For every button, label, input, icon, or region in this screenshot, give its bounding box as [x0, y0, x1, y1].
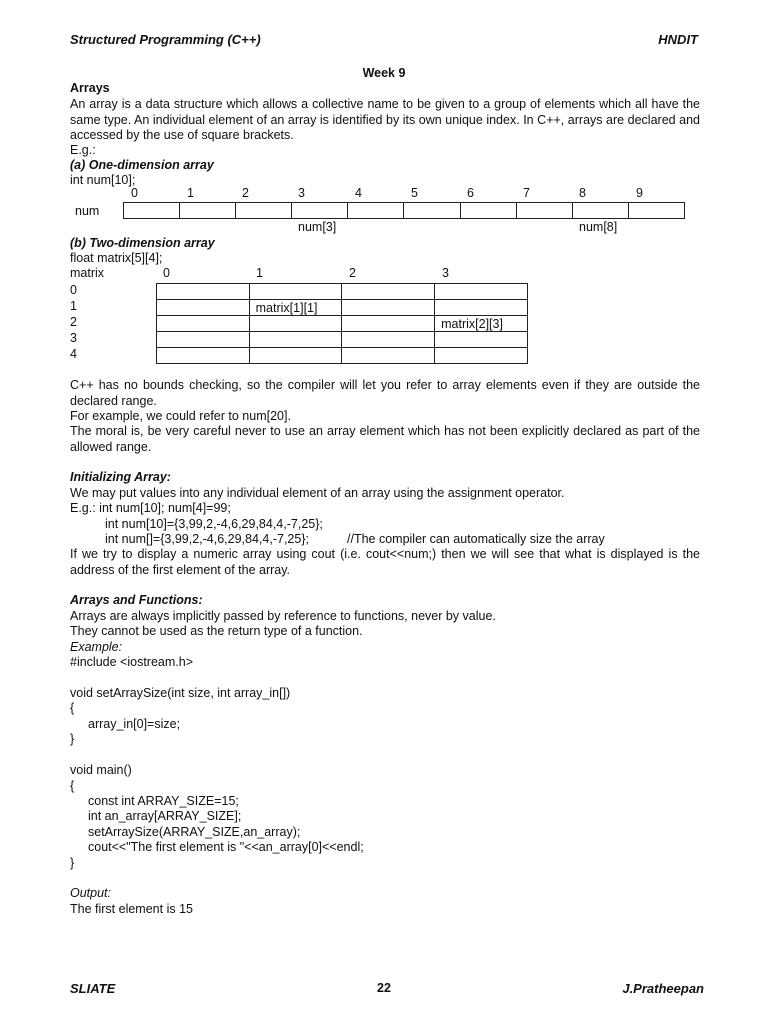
one-dim-index: 9: [636, 186, 643, 200]
matrix-cell: [157, 348, 250, 364]
example-label: Example:: [70, 640, 123, 654]
matrix-cell: [249, 284, 342, 300]
code-line: const int ARRAY_SIZE=15;: [88, 794, 239, 808]
array-cell: [460, 203, 516, 219]
matrix-cell-1-1: matrix[1][1]: [249, 300, 342, 316]
matrix-cell: [249, 348, 342, 364]
one-dim-heading: (a) One-dimension array: [70, 158, 214, 172]
code-line: void setArraySize(int size, int array_in[]): [70, 686, 291, 700]
init-paragraph-1: We may put values into any individual element of an array using the assignment operator.: [70, 486, 565, 500]
functions-heading: Arrays and Functions:: [70, 593, 203, 607]
code-line: cout<<"The first element is "<<an_array[0]<<endl;: [88, 840, 364, 854]
table-row: [157, 300, 528, 316]
table-row: [157, 348, 528, 364]
table-row: [157, 316, 528, 332]
two-dim-heading: (b) Two-dimension array: [70, 236, 215, 250]
one-dim-array-table: [123, 202, 685, 219]
array-cell: [572, 203, 628, 219]
one-dim-row-label: num: [75, 204, 100, 218]
matrix-cell-2-3: matrix[2][3]: [435, 316, 528, 332]
init-code-2: int num[10]={3,99,2,-4,6,29,84,4,-7,25};: [105, 517, 323, 531]
one-dim-index: 3: [298, 186, 305, 200]
two-dim-col-index: 3: [442, 266, 449, 280]
two-dim-row-index: 2: [70, 315, 77, 329]
table-row: [157, 332, 528, 348]
bounds-paragraph-1: C++ has no bounds checking, so the compiler will let you refer to array elements even if they are outside the declared range.: [70, 378, 700, 408]
matrix-cell: [435, 300, 528, 316]
page-number: 22: [377, 981, 391, 995]
one-dim-index: 6: [467, 186, 474, 200]
two-dim-col-index: 2: [349, 266, 356, 280]
two-dim-col-index: 1: [256, 266, 263, 280]
two-dim-array-table: [156, 283, 528, 364]
array-cell: [180, 203, 236, 219]
code-line: }: [70, 856, 75, 870]
array-cell: [348, 203, 404, 219]
week-title: Week 9: [362, 66, 406, 80]
init-heading: Initializing Array:: [70, 470, 171, 484]
two-dim-decl: float matrix[5][4];: [70, 251, 163, 265]
init-code-comment: //The compiler can automatically size the array: [347, 532, 605, 546]
two-dim-row-index: 4: [70, 347, 77, 361]
matrix-cell: [157, 284, 250, 300]
one-dim-index: 0: [131, 186, 138, 200]
matrix-cell: [157, 332, 250, 348]
matrix-cell: [249, 332, 342, 348]
one-dim-decl: int num[10];: [70, 173, 136, 187]
matrix-cell: [435, 332, 528, 348]
footer-institute: SLIATE: [70, 981, 116, 996]
init-paragraph-2: If we try to display a numeric array using cout (i.e. cout<<num;) then we will see that what is displayed is the address of the first element of the array.: [70, 547, 700, 577]
one-dim-index: 2: [242, 186, 249, 200]
header-course-title: Structured Programming (C++): [70, 32, 261, 47]
header-program: HNDIT: [658, 32, 698, 47]
functions-paragraph-1: Arrays are always implicitly passed by reference to functions, never by value.: [70, 609, 496, 623]
array-cell: [292, 203, 348, 219]
table-row: [124, 203, 685, 219]
matrix-cell: [342, 332, 435, 348]
one-dim-index: 8: [579, 186, 586, 200]
code-line: {: [70, 779, 75, 793]
code-line: {: [70, 701, 75, 715]
matrix-cell: [342, 316, 435, 332]
output-text: The first element is 15: [70, 902, 193, 916]
one-dim-label-num3: num[3]: [298, 220, 337, 234]
code-line: int an_array[ARRAY_SIZE];: [88, 809, 242, 823]
matrix-cell: [342, 284, 435, 300]
two-dim-corner-label: matrix: [70, 266, 105, 280]
array-cell: [404, 203, 460, 219]
one-dim-label-num8: num[8]: [579, 220, 618, 234]
one-dim-index: 7: [523, 186, 530, 200]
one-dim-index: 1: [187, 186, 194, 200]
matrix-cell: [342, 300, 435, 316]
bounds-paragraph-2: For example, we could refer to num[20].: [70, 409, 291, 423]
init-eg-line: E.g.: int num[10]; num[4]=99;: [70, 501, 231, 515]
matrix-cell: [435, 284, 528, 300]
bounds-paragraph-3: The moral is, be very careful never to use an array element which has not been explicitly declared as part of the allowed range.: [70, 424, 700, 454]
one-dim-index: 4: [355, 186, 362, 200]
code-line: array_in[0]=size;: [88, 717, 181, 731]
functions-paragraph-2: They cannot be used as the return type of a function.: [70, 624, 363, 638]
footer-author: J.Pratheepan: [622, 981, 704, 996]
one-dim-index: 5: [411, 186, 418, 200]
output-label: Output:: [70, 886, 111, 900]
matrix-cell: [157, 300, 250, 316]
array-cell: [628, 203, 684, 219]
arrays-eg: E.g.:: [70, 143, 96, 157]
table-row: [157, 284, 528, 300]
matrix-cell: [435, 348, 528, 364]
array-cell: [124, 203, 180, 219]
two-dim-row-index: 1: [70, 299, 77, 313]
two-dim-col-index: 0: [163, 266, 170, 280]
code-line: #include <iostream.h>: [70, 655, 193, 669]
code-line: }: [70, 732, 75, 746]
code-line: setArraySize(ARRAY_SIZE,an_array);: [88, 825, 301, 839]
code-line: void main(): [70, 763, 132, 777]
arrays-heading: Arrays: [70, 81, 110, 95]
arrays-intro: An array is a data structure which allows a collective name to be given to a group of elements which all have the same type. An individual element of an array is identified by its own unique index. In C++, arrays are declared and accessed by the use of square brackets.: [70, 97, 700, 142]
matrix-cell: [157, 316, 250, 332]
matrix-cell: [342, 348, 435, 364]
init-code-3: int num[]={3,99,2,-4,6,29,84,4,-7,25};: [105, 532, 309, 546]
array-cell: [236, 203, 292, 219]
two-dim-row-index: 0: [70, 283, 77, 297]
matrix-cell: [249, 316, 342, 332]
two-dim-row-index: 3: [70, 331, 77, 345]
array-cell: [516, 203, 572, 219]
